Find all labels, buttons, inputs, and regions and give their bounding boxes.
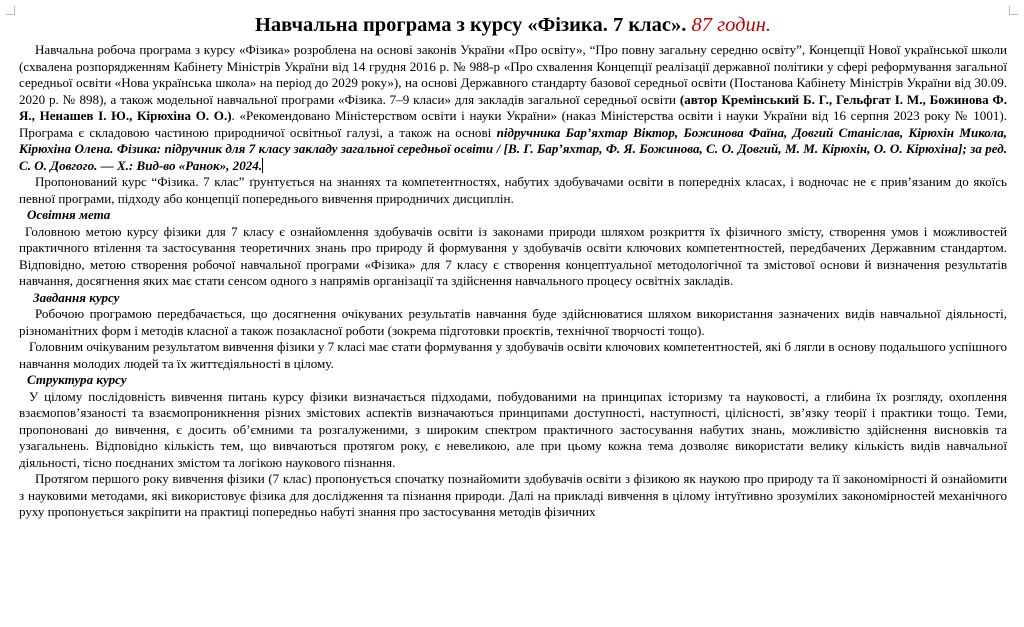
intro-paragraph-1 <box>19 42 1007 174</box>
section-heading-structure: Структура курсу <box>27 372 127 387</box>
section-heading-tasks: Завдання курсу <box>33 289 120 305</box>
document-page[interactable] <box>19 10 1007 521</box>
document-title <box>19 10 1007 40</box>
text-cursor <box>262 158 263 173</box>
intro-text-a: Навчальна робоча програма з курсу «Фізика» розроблена на основі законів України «Про освіту», “Про повну загальну середню освіту”, Концепції Нової української школи (схвалена розпорядженням Кабінету Міністрів України від 14 грудня 2016 р. № 988-р «Про схвалення Концепції реалізації державної політики у сфері реформування загальної середньої освіти «Нова українська школа» на період до 2029 року»), на основі Державного стандарту базової середньої освіти (Постанова Кабінету Міністрів України від 30.09. 2020 р. № 898), а також модельної навчальної програми «Фізика. 7–9 класи» для закладів загальної середньої освіти <box>19 42 1007 107</box>
goal-paragraph: Головною метою курсу фізики для 7 класу є ознайомлення здобувачів освіти із законами природи шляхом розкриття їх фізичного змісту, створення умов і можливостей практичного втілення та застосування теоретичних знань про природу й формування у здобувачів освіти ключових компетентностей, передбачених Державним стандартом. Відповідно, метою створення робочої навчальної програми «Фізика» для 7 класу є створення концептуальної методологічної та змістової основи й визначення результатів навчання, досягнення яких має стати сенсом одного з напрямів організації та здійснення навчального процесу освітніх закладів. <box>19 223 1007 288</box>
title-hours: 87 годин. <box>691 14 772 36</box>
intro-text-b: . «Рекомендовано Міністерством освіти і науки України» (наказ Міністерства освіти і науки України від 16 серпня 2023 року № 1001). Програма є складовою частиною природничої освітньої галузі, а також на основі <box>19 108 1007 140</box>
structure-paragraph-1: У цілому послідовність вивчення питань курсу фізики визначається підходами, побудованими на принципах історизму та науковості, а глибина їх розгляду, охоплення взаємопов’язаності та взаємопроникнення різних змістових аспектів визначаються принципами доступності, наступності, цілісності, зв’язку теорії і практики тощо. Теми, пропоновані до вивчення, є досить об’ємними та розгалуженими, з широким спектром практичного застосування набутих знань, можливістю здійснення висновків та узагальнень. Відповідно кількість тем, що вивчаються протягом року, є невеликою, але при цьому кожна тема дозволяє використати велику кількість видів навчальної діяльності, тісно поєднаних змістом та логікою наукового пізнання. <box>19 388 1007 470</box>
title-main: Навчальна програма з курсу «Фізика. 7 клас». <box>254 14 687 36</box>
intro-textbook: підручника Бар’яхтар Віктор, Божинова Фаїна, Довгий Станіслав, Кірюхін Микола, Кірюхіна Олена. Фізика: підручник для 7 класу закладу загальної середньої освіти / [В. Г. Бар’яхтар, Ф. Я. Божинова, С. О. Довгий, М. М. Кірюхін, О. О. Кірюхіна]; за ред. С. О. Довгого. — Х.: Вид-во «Ранок», 2024. <box>19 124 1007 173</box>
page-corner-marker-right <box>1009 6 1018 15</box>
intro-authors: (автор Кремінський Б. Г., Гельфгат І. М., Божинова Ф. Я., Ненашев І. Ю., Кірюхіна О. О.) <box>19 91 1008 123</box>
tasks-paragraph-1: Робочою програмою передбачається, що досягнення очікуваних результатів навчання буде здійснюватися шляхом використання зазначених видів навчальної діяльності, різноманітних форм і методів класної а також позакласної роботи (зокрема підготовки проєктів, технічної творчості тощо). <box>19 306 1007 338</box>
structure-paragraph-2: Протягом першого року вивчення фізики (7 клас) пропонується спочатку познайомити здобувачів освіти з фізикою як наукою про природу та її закономірності й ознайомити з науковими методами, які використовує фізика для дослідження та пізнання природи. Далі на прикладі вивчення в цілому інтуїтивно зрозумілих закономірностей механічного руху пропонується закріпити на практиці попередньо набуті знання про застосування методів фізичних <box>19 471 1007 519</box>
tasks-paragraph-2: Головним очікуваним результатом вивчення фізики у 7 класі має стати формування у здобувачів освіти ключових компетентностей, які б лягли в основу подальшого успішного навчання молодих людей та їх життєдіяльності в цілому. <box>19 339 1008 371</box>
section-heading-goal: Освітня мета <box>27 207 111 222</box>
intro-paragraph-2: Пропонований курс “Фізика. 7 клас” ґрунтується на знаннях та компетентностях, набутих здобувачами освіти в попередніх класах, і водночас не є прив’язаним до якоїсь певної програми, підходу або концепції попереднього вивчення природничих дисциплін. <box>19 174 1007 206</box>
page-corner-marker-left <box>6 6 15 15</box>
